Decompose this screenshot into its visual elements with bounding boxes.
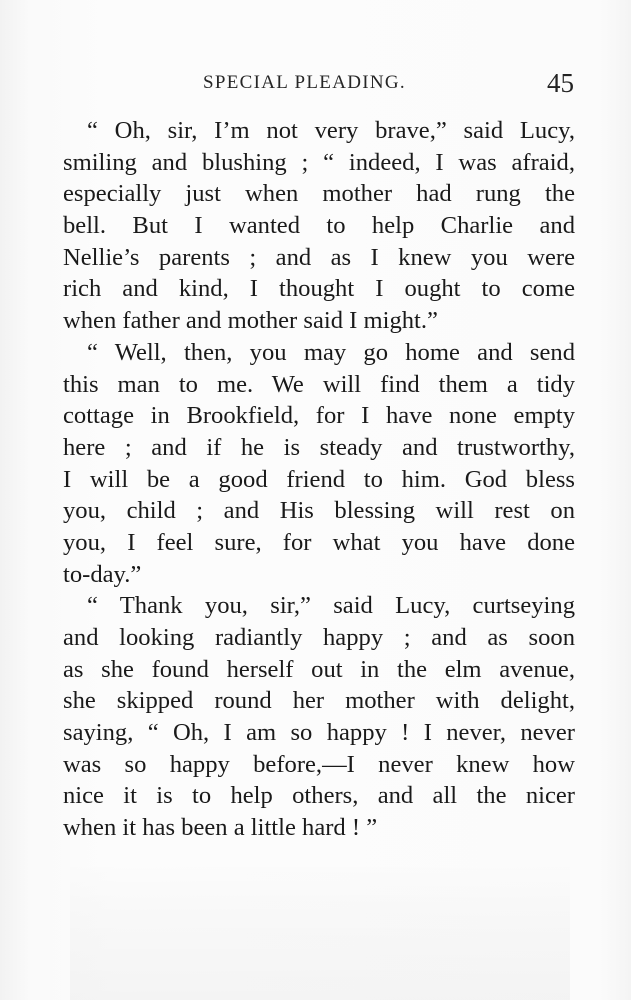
page-header	[0, 68, 631, 104]
text-line: “ Oh, sir, I’m not very brave,” said Lucy,	[87, 117, 575, 144]
text-line: rich and kind, I thought I ought to come	[63, 275, 575, 303]
text-line: nice it is to help others, and all the nicer	[63, 782, 575, 810]
text-line: “ Well, then, you may go home and send	[87, 338, 575, 366]
text-line: Nellie’s parents ; and as I knew you were	[63, 243, 575, 271]
page-number: 45	[547, 68, 574, 98]
text-line: cottage in Brookfield, for I have none empty	[63, 402, 575, 430]
text-line: here ; and if he is steady and trustworthy,	[63, 433, 575, 461]
running-title: SPECIAL PLEADING.	[203, 72, 406, 93]
text-line: as she found herself out in the elm avenue,	[63, 655, 575, 683]
text-line: saying, “ Oh, I am so happy ! I never, never	[63, 719, 575, 747]
text-line: bell. But I wanted to help Charlie and	[63, 212, 575, 240]
text-line: when it has been a little hard ! ”	[63, 814, 378, 842]
text-line: was so happy before,—I never knew how	[63, 750, 575, 778]
text-line: this man to me. We will find them a tidy	[63, 370, 575, 398]
text-line: to-day.”	[63, 560, 142, 588]
text-line: you, child ; and His blessing will rest on	[63, 497, 575, 525]
bleed-through-shade	[70, 860, 570, 1000]
text-line: you, I feel sure, for what you have done	[63, 528, 575, 556]
text-line: and looking radiantly happy ; and as soon	[63, 624, 575, 651]
text-line: especially just when mother had rung the	[63, 180, 575, 208]
text-line: smiling and blushing ; “ indeed, I was afraid,	[63, 148, 575, 176]
text-line: I will be a good friend to him. God bless	[63, 465, 575, 493]
body-text	[63, 115, 575, 844]
text-line: she skipped round her mother with delight,	[63, 687, 575, 715]
text-line: when father and mother said I might.”	[63, 307, 438, 335]
text-line: “ Thank you, sir,” said Lucy, curtseying	[87, 592, 575, 620]
